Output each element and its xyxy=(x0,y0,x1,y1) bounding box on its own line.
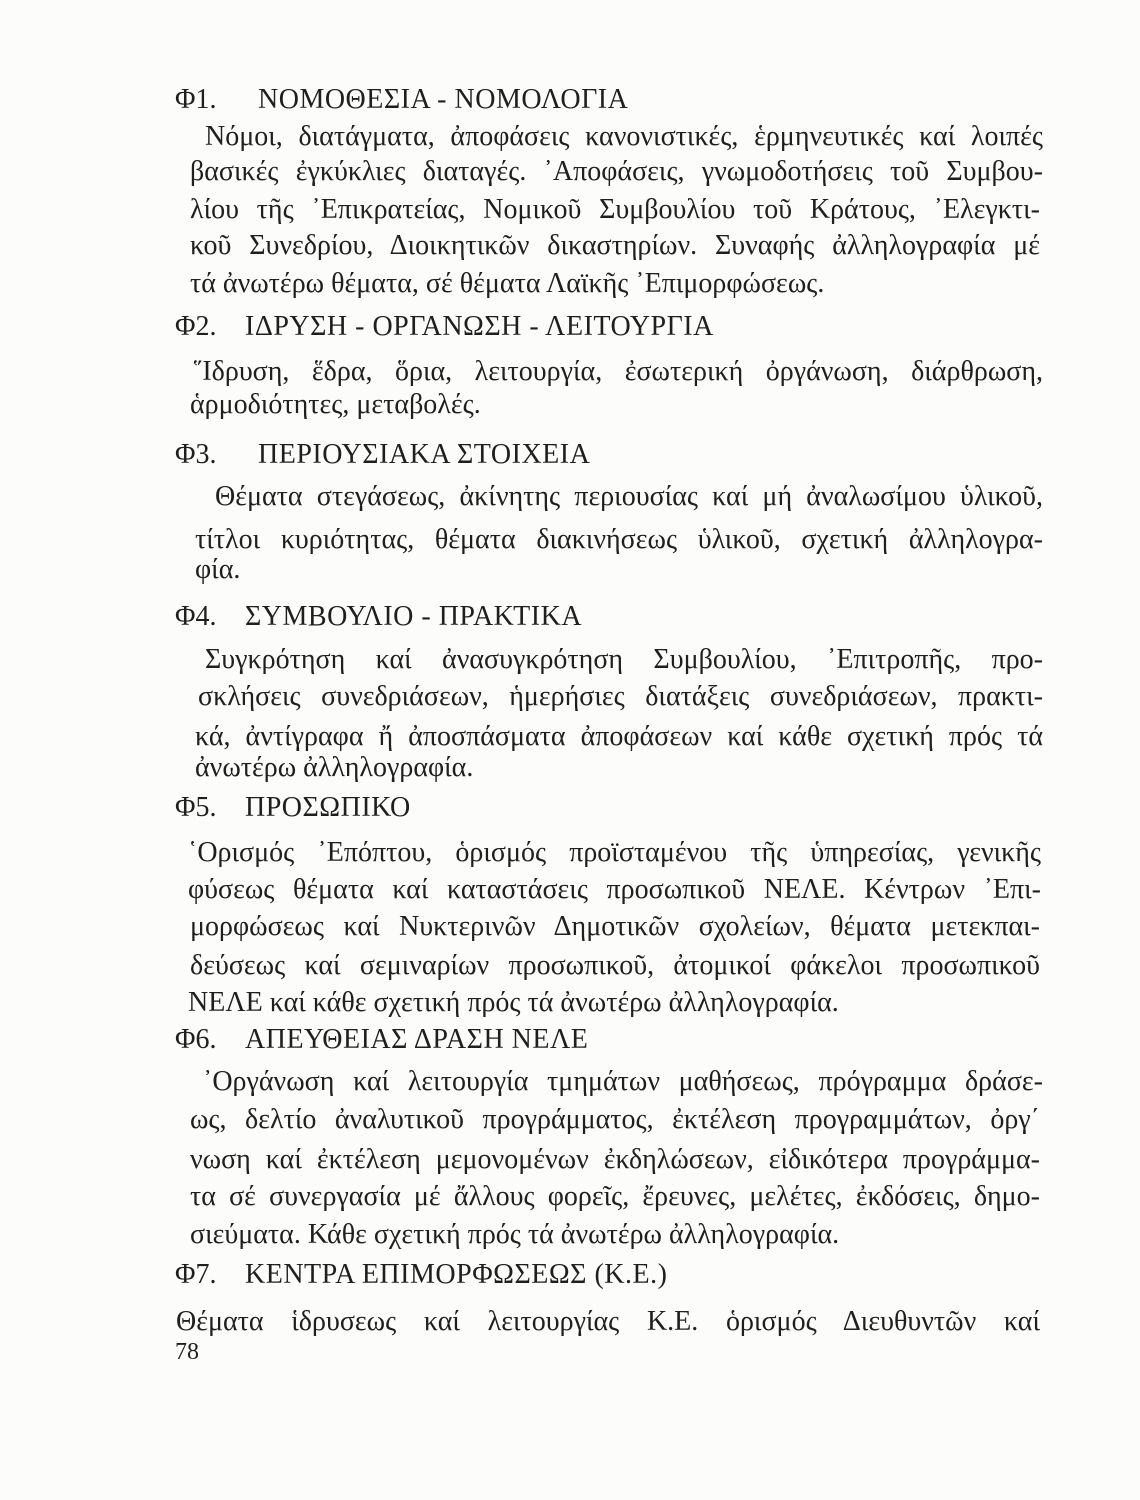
section-text-line: σιεύματα. Κάθε σχετική πρός τά ἀνωτέρω ἀλληλογραφία. xyxy=(190,1219,840,1250)
section-text-line: σκλήσεις συνεδριάσεων, ἡμερήσιες διατάξεις συνεδριάσεων, πρακτι- xyxy=(198,681,1043,712)
section-text-line: ῾Ορισμός ᾿Επόπτου, ὁρισμός προϊσταμένου τῆς ὑπηρεσίας, γενικῆς xyxy=(188,837,1041,868)
section-title: ΣΥΜΒΟΥΛΙΟ - ΠΡΑΚΤΙΚΑ xyxy=(245,601,583,632)
section-text-line: φία. xyxy=(195,554,241,585)
section-text-line: κοῦ Συνεδρίου, Διοικητικῶν δικαστηρίων. Συναφής ἀλληλογραφία μέ xyxy=(190,230,1040,261)
section-text-line: Θέματα στεγάσεως, ἀκίνητης περιουσίας καί μή ἀναλωσίμου ὑλικοῦ, xyxy=(215,481,1043,512)
section-title: ΙΔΡΥΣΗ - ΟΡΓΑΝΩΣΗ - ΛΕΙΤΟΥΡΓΙΑ xyxy=(245,311,714,342)
section-title: ΠΡΟΣΩΠΙΚΟ xyxy=(245,792,411,823)
section-code: Φ2. xyxy=(175,311,217,342)
section-title: ΝΟΜΟΘΕΣΙΑ - ΝΟΜΟΛΟΓΙΑ xyxy=(258,84,629,115)
section-text-line: τίτλοι κυριότητας, θέματα διακινήσεως ὑλικοῦ, σχετική ἀλληλογρα- xyxy=(195,524,1043,555)
section-text-line: νωση καί ἐκτέλεση μεμονομένων ἐκδηλώσεων, εἰδικότερα προγράμμα- xyxy=(190,1144,1040,1175)
section-text-line: βασικές ἐγκύκλιες διαταγές. ᾿Αποφάσεις, γνωμοδοτήσεις τοῦ Συμβου- xyxy=(190,156,1043,187)
section-text-line: ΝΕΛΕ καί κάθε σχετική πρός τά ἀνωτέρω ἀλληλογραφία. xyxy=(188,987,839,1018)
section-text-line: Νόμοι, διατάγματα, ἀποφάσεις κανονιστικές, ἑρμηνευτικές καί λοιπές xyxy=(205,121,1043,152)
section-code: Φ1. xyxy=(175,84,217,115)
section-title: ΚΕΝΤΡΑ ΕΠΙΜΟΡΦΩΣΕΩΣ (Κ.Ε.) xyxy=(245,1259,668,1290)
section-text-line: λίου τῆς ᾿Επικρατείας, Νομικοῦ Συμβουλίου τοῦ Κράτους, ᾿Ελεγκτι- xyxy=(190,194,1040,225)
page-number: 78 xyxy=(175,1339,199,1365)
section-title: ΑΠΕΥΘΕΙΑΣ ΔΡΑΣΗ ΝΕΛΕ xyxy=(245,1024,589,1055)
section-code: Φ4. xyxy=(175,601,217,632)
section-text-line: τά ἀνωτέρω θέματα, σέ θέματα Λαϊκῆς ᾿Επιμορφώσεως. xyxy=(190,268,825,299)
section-code: Φ7. xyxy=(175,1259,217,1290)
section-code: Φ5. xyxy=(175,792,217,823)
section-text-line: ῞Ιδρυση, ἕδρα, ὅρια, λειτουργία, ἐσωτερική ὀργάνωση, διάρθρωση, xyxy=(193,356,1043,387)
section-code: Φ3. xyxy=(175,439,217,470)
section-text-line: Συγκρότηση καί ἀνασυγκρότηση Συμβουλίου, ᾿Επιτροπῆς, προ- xyxy=(205,644,1043,675)
section-text-line: ως, δελτίο ἀναλυτικοῦ προγράμματος, ἐκτέλεση προγραμμάτων, ὀργ΄ xyxy=(190,1104,1040,1135)
section-text-line: ἀνωτέρω ἀλληλογραφία. xyxy=(195,752,474,783)
section-text-line: ᾿Οργάνωση καί λειτουργία τμημάτων μαθήσεως, πρόγραμμα δράσε- xyxy=(203,1066,1043,1097)
section-text-line: τα σέ συνεργασία μέ ἄλλους φορεῖς, ἔρευνες, μελέτες, ἐκδόσεις, δημο- xyxy=(190,1181,1040,1212)
section-title: ΠΕΡΙΟΥΣΙΑΚΑ ΣΤΟΙΧΕΙΑ xyxy=(258,439,591,470)
section-code: Φ6. xyxy=(175,1024,217,1055)
section-text-line: Θέματα ἱδρυσεως καί λειτουργίας Κ.Ε. ὁρισμός Διευθυντῶν καί xyxy=(176,1306,1040,1337)
section-text-line: δεύσεως καί σεμιναρίων προσωπικοῦ, ἀτομικοί φάκελοι προσωπικοῦ xyxy=(190,950,1040,981)
section-text-line: φύσεως θέματα καί καταστάσεις προσωπικοῦ ΝΕΛΕ. Κέντρων ᾿Επι- xyxy=(188,874,1041,905)
section-text-line: μορφώσεως καί Νυκτερινῶν Δημοτικῶν σχολείων, θέματα μετεκπαι- xyxy=(190,911,1040,942)
section-text-line: κά, ἀντίγραφα ἤ ἀποσπάσματα ἀποφάσεων καί κάθε σχετική πρός τά xyxy=(195,721,1043,752)
section-text-line: ἁρμοδιότητες, μεταβολές. xyxy=(190,389,481,420)
